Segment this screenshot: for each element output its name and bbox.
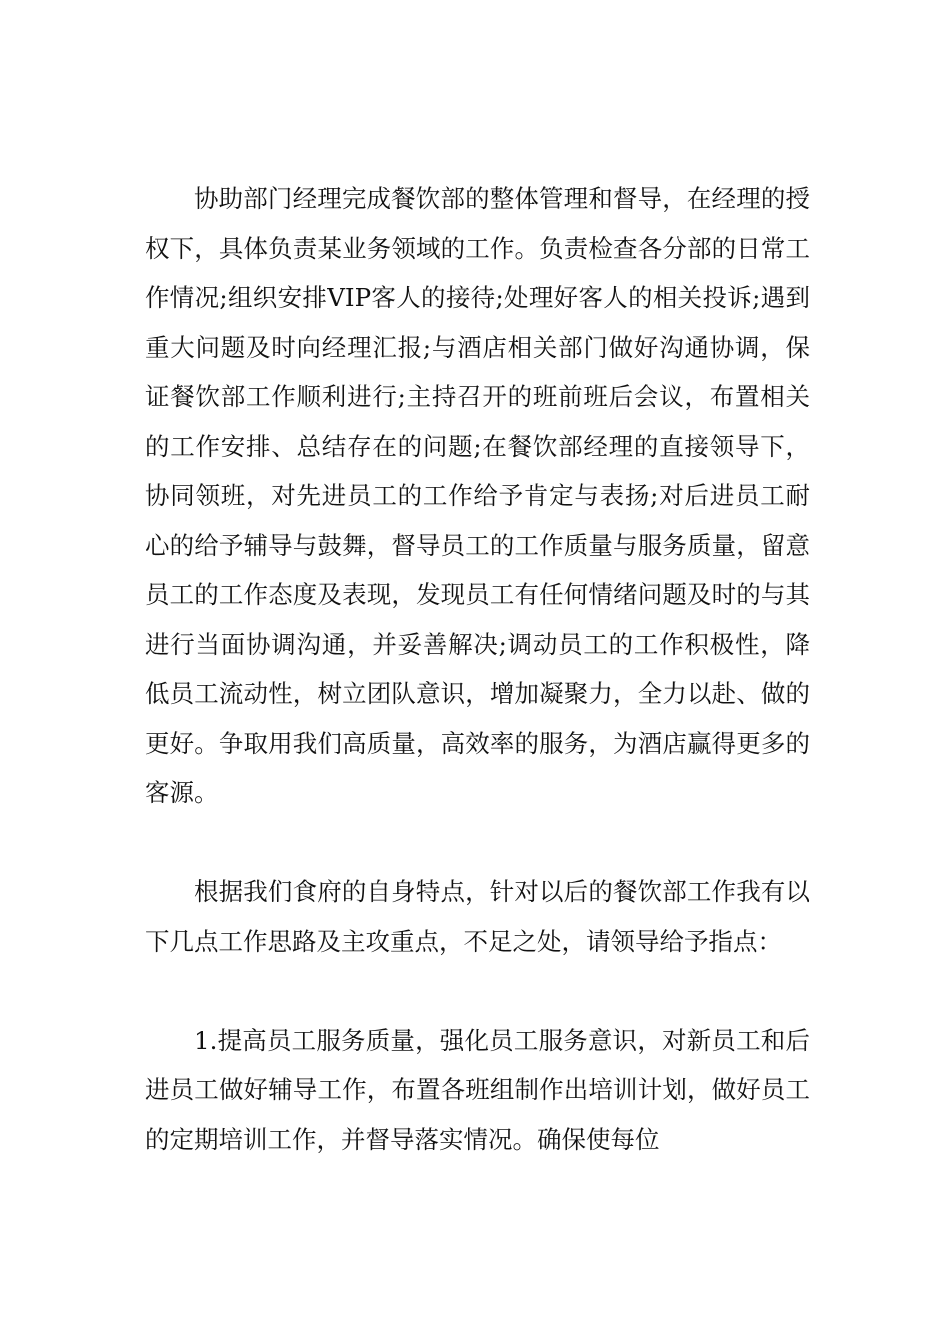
document-body xyxy=(145,174,810,1164)
paragraph-point-1: 1.提高员工服务质量，强化员工服务意识，对新员工和后进员工做好辅导工作，布置各班组制作出培训计划，做好员工的定期培训工作，并督导落实情况。确保使每位 xyxy=(145,1025,810,1154)
paragraph-intro: 根据我们食府的自身特点，针对以后的餐饮部工作我有以下几点工作思路及主攻重点，不足之处，请领导给予指点： xyxy=(145,877,810,956)
paragraph-spacer xyxy=(145,966,810,1016)
paragraph-duties: 协助部门经理完成餐饮部的整体管理和督导，在经理的授权下，具体负责某业务领域的工作。负责检查各分部的日常工作情况;组织安排VIP客人的接待;处理好客人的相关投诉;遇到重大问题及时向经理汇报;与酒店相关部门做好沟通协调，保证餐饮部工作顺利进行;主持召开的班前班后会议，布置相关的工作安排、总结存在的问题;在餐饮部经理的直接领导下，协同领班，对先进员工的工作给予肯定与表扬;对后进员工耐心的给予辅导与鼓舞，督导员工的工作质量与服务质量，留意员工的工作态度及表现，发现员工有任何情绪问题及时的与其进行当面协调沟通，并妥善解决;调动员工的工作积极性，降低员工流动性，树立团队意识，增加凝聚力，全力以赴、做的更好。争取用我们高质量，高效率的服务，为酒店赢得更多的客源。 xyxy=(145,184,810,807)
paragraph-spacer xyxy=(145,818,810,868)
